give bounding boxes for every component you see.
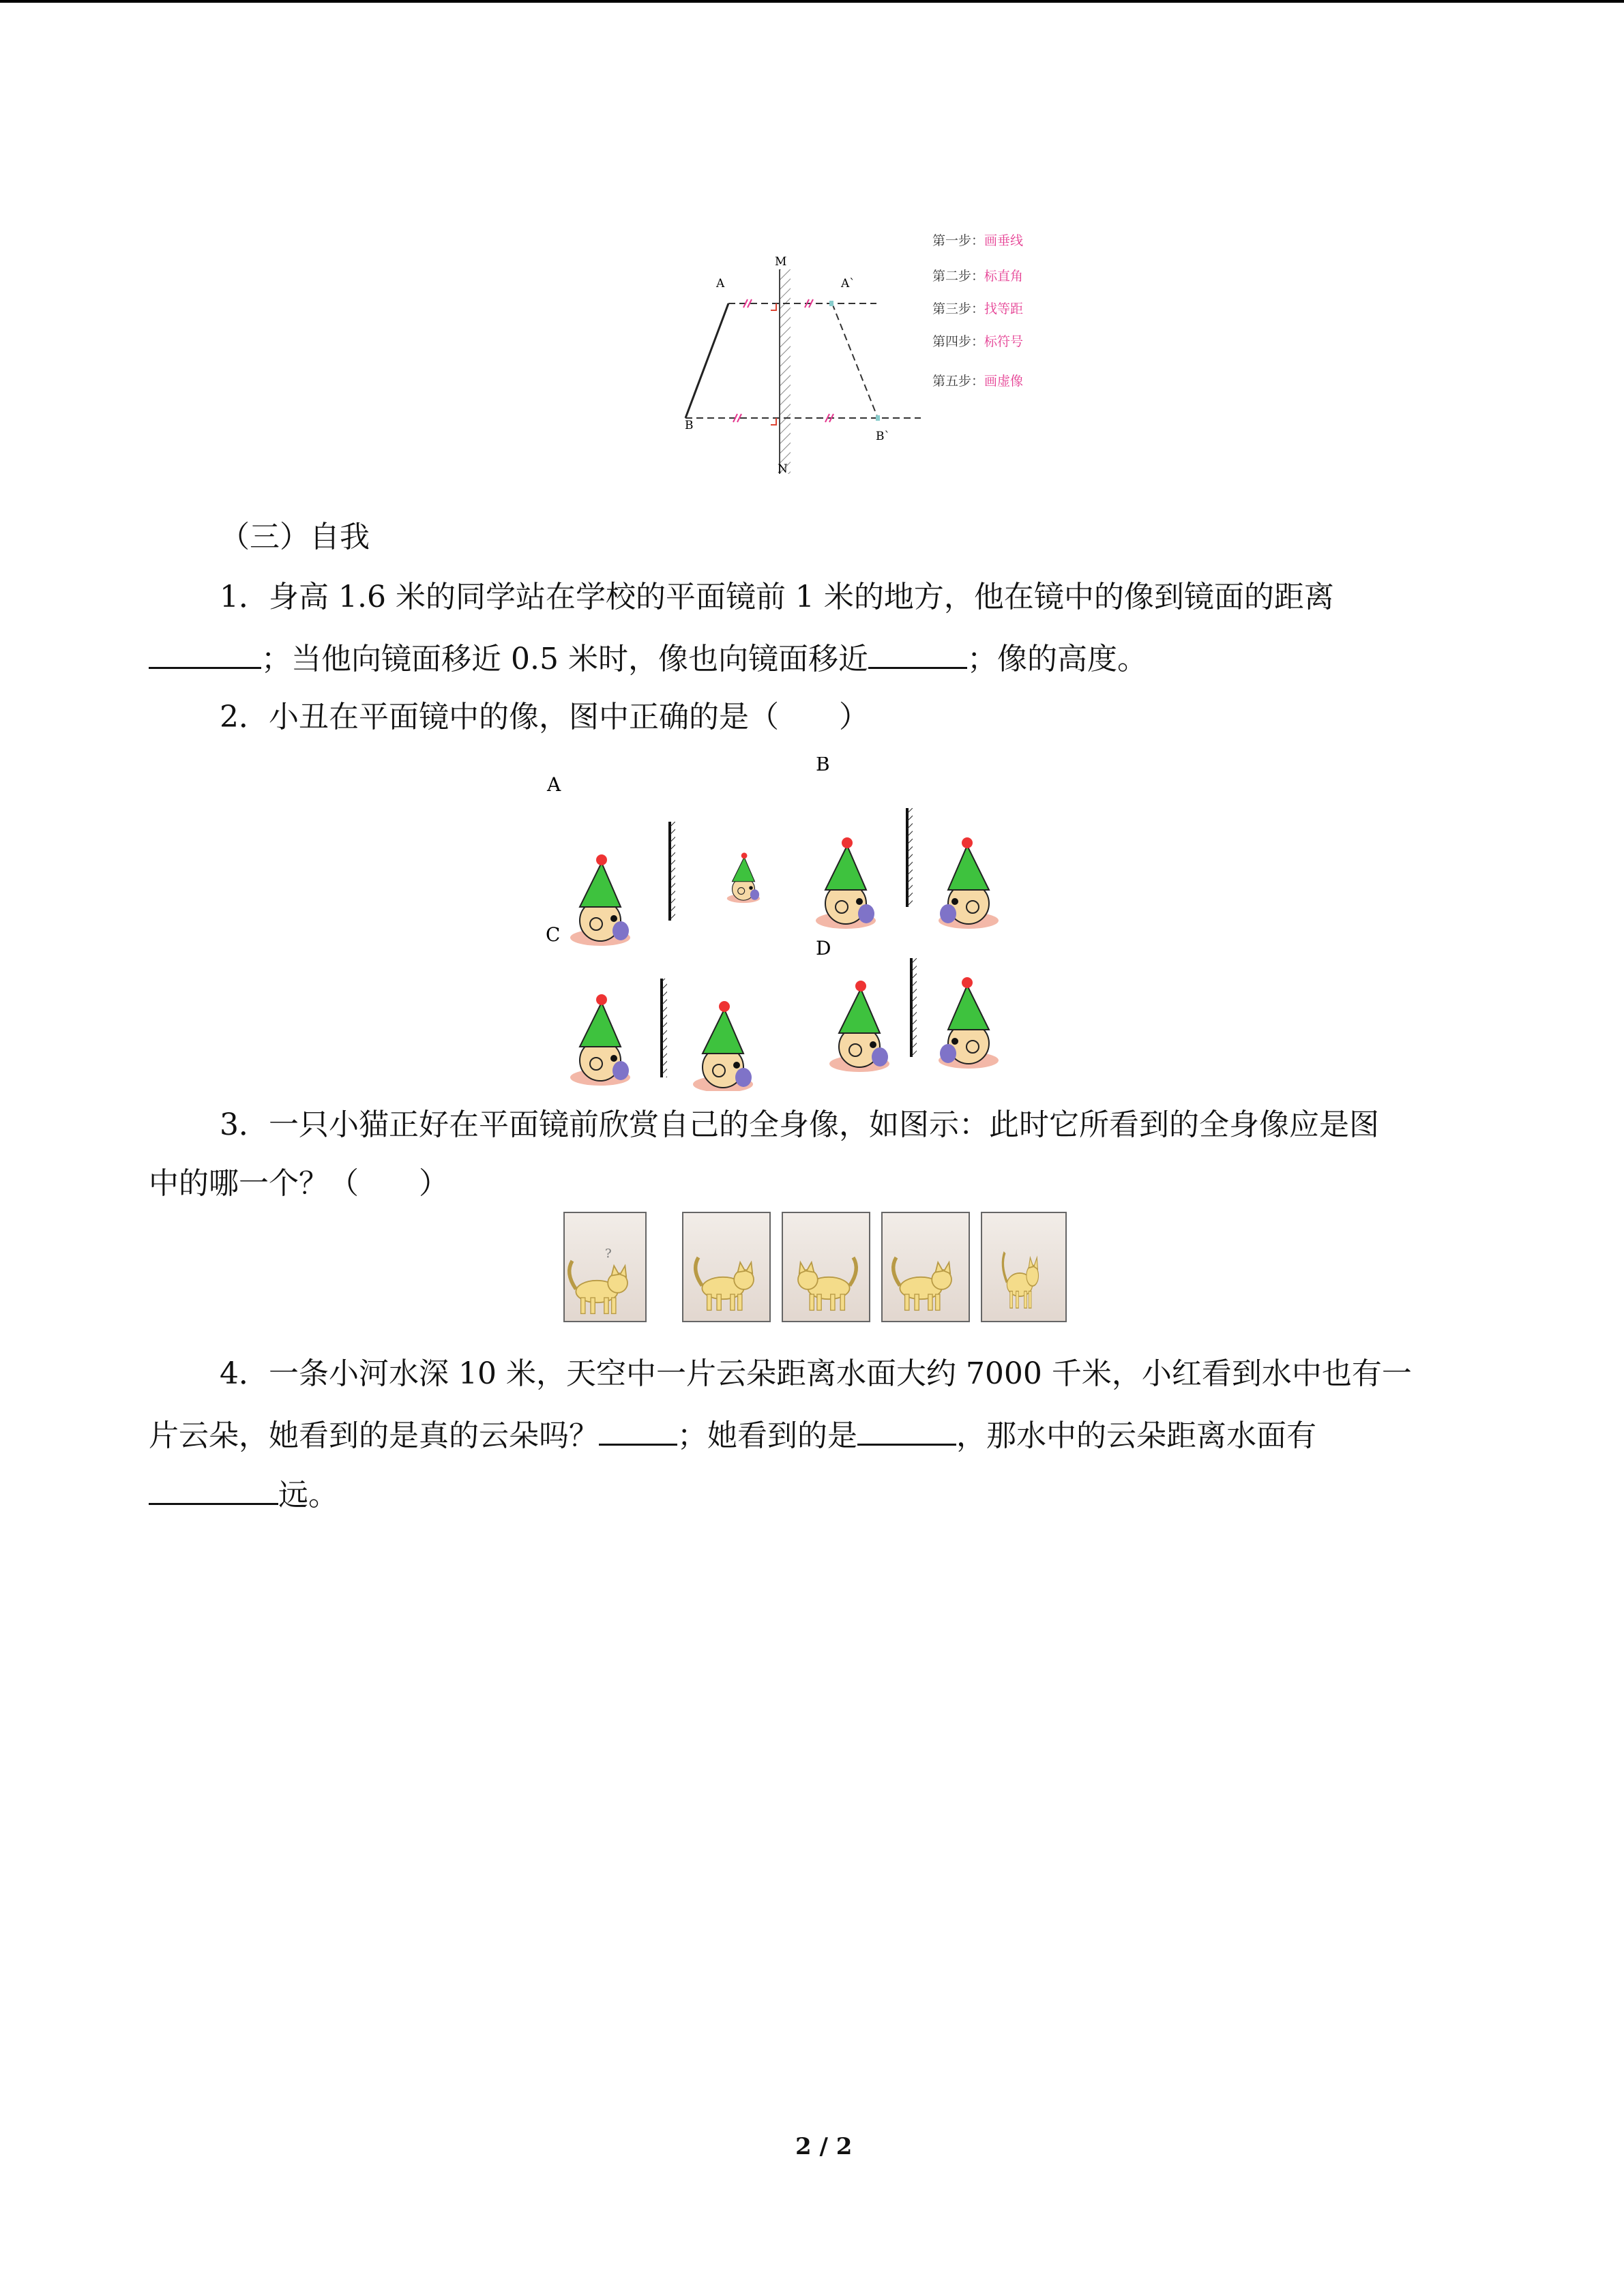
step-1: 第一步：画垂线	[932, 233, 1024, 248]
right-angle-mark-b	[771, 418, 776, 425]
section-title: （三）自我	[220, 520, 370, 554]
q1-blank-1[interactable]	[149, 637, 261, 669]
option-b-label: B	[816, 757, 830, 775]
option-c-mirror-hatch	[662, 979, 667, 1077]
q1-blank-2[interactable]	[868, 637, 967, 669]
q3-line1: 3．一只小猫正好在平面镜前欣赏自己的全身像，如图示：此时它所看到的全身像应是图	[220, 1107, 1379, 1142]
mirror-hatching	[780, 269, 791, 474]
option-c-clown	[570, 994, 630, 1086]
cat-scene-question-mark: ?	[605, 1247, 612, 1261]
option-a-mirror-hatch	[670, 822, 675, 921]
cat-choice-4[interactable]	[981, 1212, 1066, 1322]
option-c-label: C	[546, 923, 561, 946]
cat-options-figure	[556, 1210, 1067, 1326]
clown-options-figure	[539, 757, 1016, 1091]
step-2: 第二步：标直角	[932, 269, 1024, 284]
label-m: M	[775, 255, 787, 269]
q4-line1: 4．一条小河水深 10 米，天空中一片云朵距离水面大约 7000 千米，小红看到水中也有一	[220, 1356, 1412, 1391]
option-a-label: A	[547, 773, 561, 796]
right-angle-mark-a	[771, 303, 776, 310]
option-a-image	[727, 852, 760, 903]
image-point-a-marker	[829, 301, 833, 306]
label-b: B	[685, 419, 694, 432]
option-d-image	[939, 977, 999, 1069]
option-a-clown	[570, 854, 630, 946]
option-b-clown	[816, 837, 876, 929]
label-a-image: A`	[841, 277, 855, 290]
q1-line1: 1．身高 1.6 米的同学站在学校的平面镜前 1 米的地方，他在镜中的像到镜面的距离	[220, 580, 1334, 614]
label-a: A	[716, 277, 725, 290]
label-b-image: B`	[876, 430, 890, 443]
q4-line3: 远。	[149, 1473, 338, 1516]
option-d-clown	[829, 981, 889, 1072]
step-5: 第五步：画虚像	[932, 374, 1024, 389]
q4-blank-1[interactable]	[599, 1414, 677, 1446]
page-number: 2 / 2	[795, 2133, 853, 2160]
q4-blank-2[interactable]	[857, 1414, 956, 1446]
q1-line2: ；当他向镜面移近 0.5 米时，像也向镜面移近 ；像的高度。	[149, 637, 1147, 680]
option-d-mirror-hatch	[911, 958, 917, 1057]
option-c-image	[693, 1001, 753, 1091]
q4-blank-3[interactable]	[149, 1473, 278, 1505]
label-n: N	[778, 462, 788, 476]
mirror-construction-diagram	[675, 249, 934, 484]
image-ab	[832, 303, 878, 418]
image-point-b-marker	[876, 415, 880, 421]
option-b-mirror-hatch	[907, 808, 913, 907]
step-4: 第四步：标符号	[932, 334, 1024, 349]
step-3: 第三步：找等距	[932, 301, 1024, 316]
option-d-label: D	[816, 937, 831, 959]
object-ab	[685, 303, 728, 418]
q2-text: 2．小丑在平面镜中的像，图中正确的是（ ）	[220, 700, 869, 734]
q3-line2: 中的哪一个？（ ）	[149, 1166, 449, 1201]
option-b-image	[939, 837, 999, 929]
q4-line2: 片云朵，她看到的是真的云朵吗？ ；她看到的是 ，那水中的云朵距离水面有	[149, 1414, 1316, 1457]
top-border	[0, 0, 1624, 3]
